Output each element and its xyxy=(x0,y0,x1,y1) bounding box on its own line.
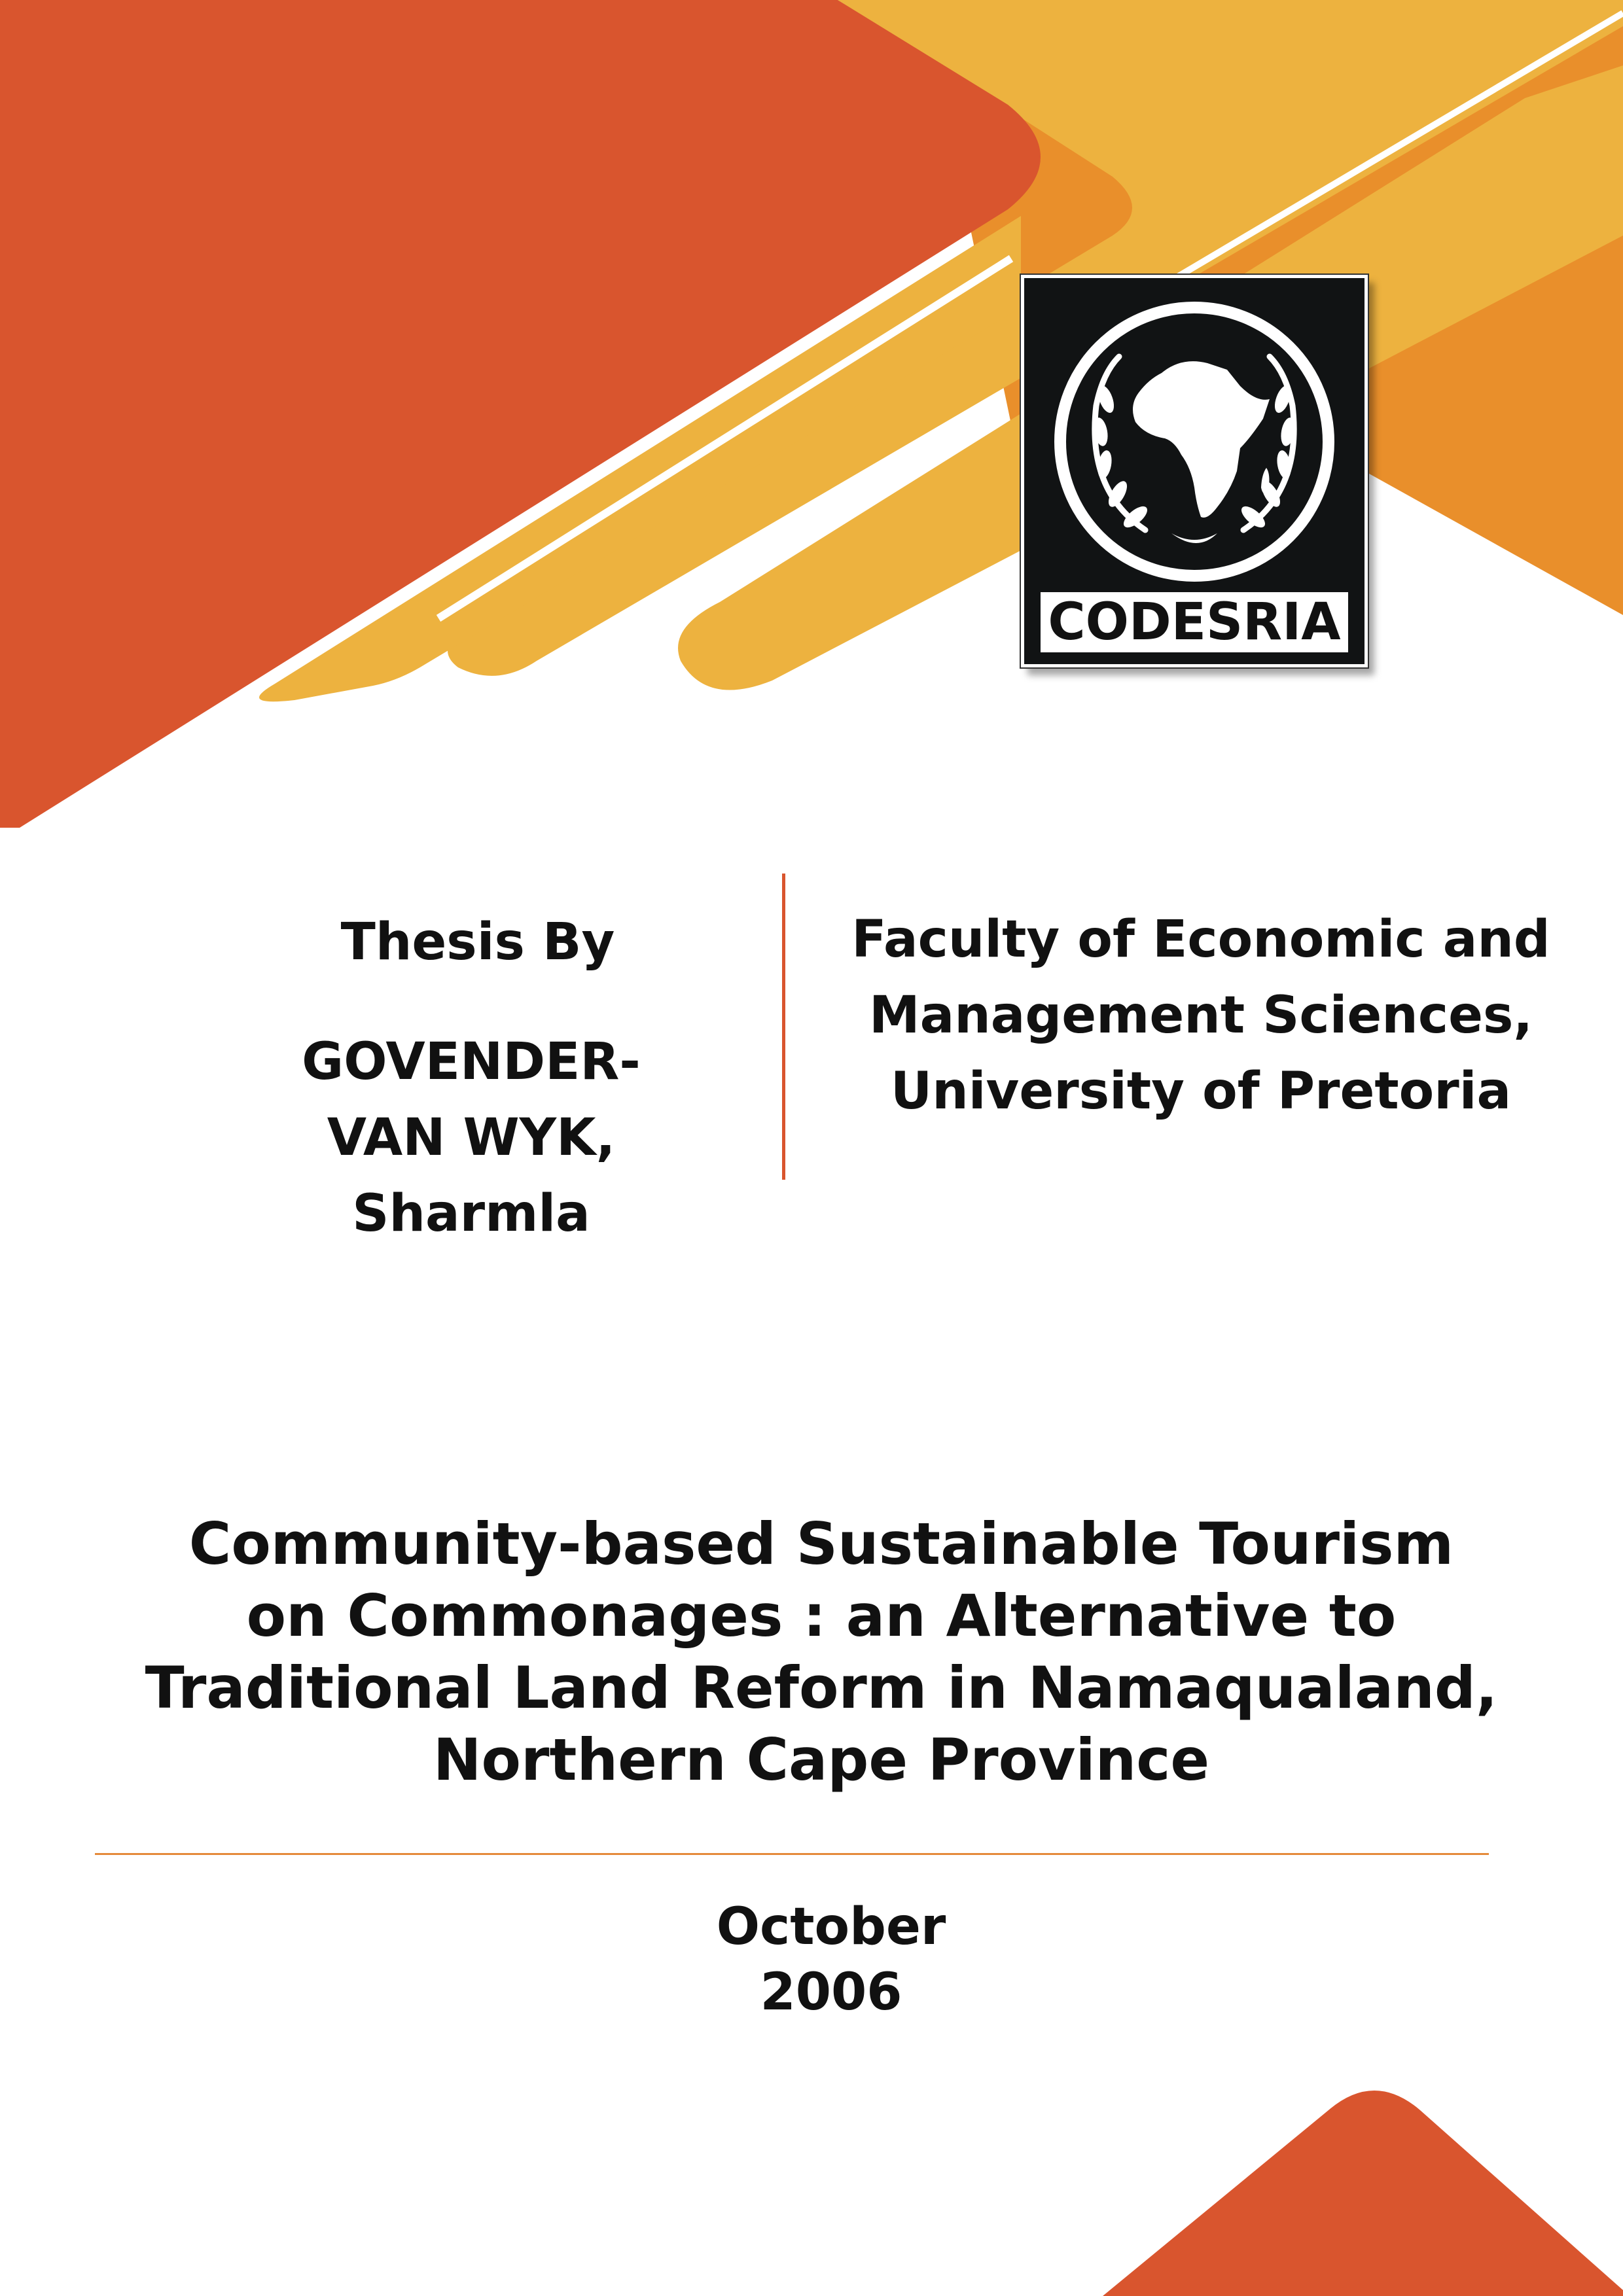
title-line-1: Community-based Sustainable Tourism xyxy=(188,1510,1454,1578)
title-line-3: Traditional Land Reform in Namaqualand, xyxy=(145,1654,1498,1722)
codesria-logo xyxy=(1021,275,1368,667)
institution-block xyxy=(818,902,1584,1129)
logo-wordmark: CODESRIA xyxy=(1041,592,1348,652)
horizontal-rule xyxy=(95,1853,1489,1855)
institution-line-2: Management Sciences, xyxy=(868,986,1533,1045)
title-line-2: on Commonages : an Alternative to xyxy=(246,1582,1397,1650)
date-year: 2006 xyxy=(760,1963,902,2022)
institution-line-3: University of Pretoria xyxy=(890,1062,1512,1121)
title-line-4: Northern Cape Province xyxy=(433,1726,1210,1793)
date-month: October xyxy=(716,1898,946,1956)
thesis-by-heading: Thesis By xyxy=(340,913,615,972)
author-line-3: Sharmla xyxy=(352,1184,590,1243)
institution-line-1: Faculty of Economic and xyxy=(851,910,1550,969)
author-name xyxy=(209,1024,733,1252)
vertical-divider xyxy=(782,874,785,1180)
africa-laurel-emblem-icon xyxy=(1041,294,1348,582)
publication-date xyxy=(569,1894,1093,2025)
thesis-title xyxy=(65,1508,1577,1796)
author-line-2: VAN WYK, xyxy=(327,1108,616,1167)
africa-map-icon xyxy=(1133,361,1270,518)
red-orange-triangle-bottom-right xyxy=(1103,2091,1623,2296)
author-line-1: GOVENDER- xyxy=(302,1033,641,1091)
